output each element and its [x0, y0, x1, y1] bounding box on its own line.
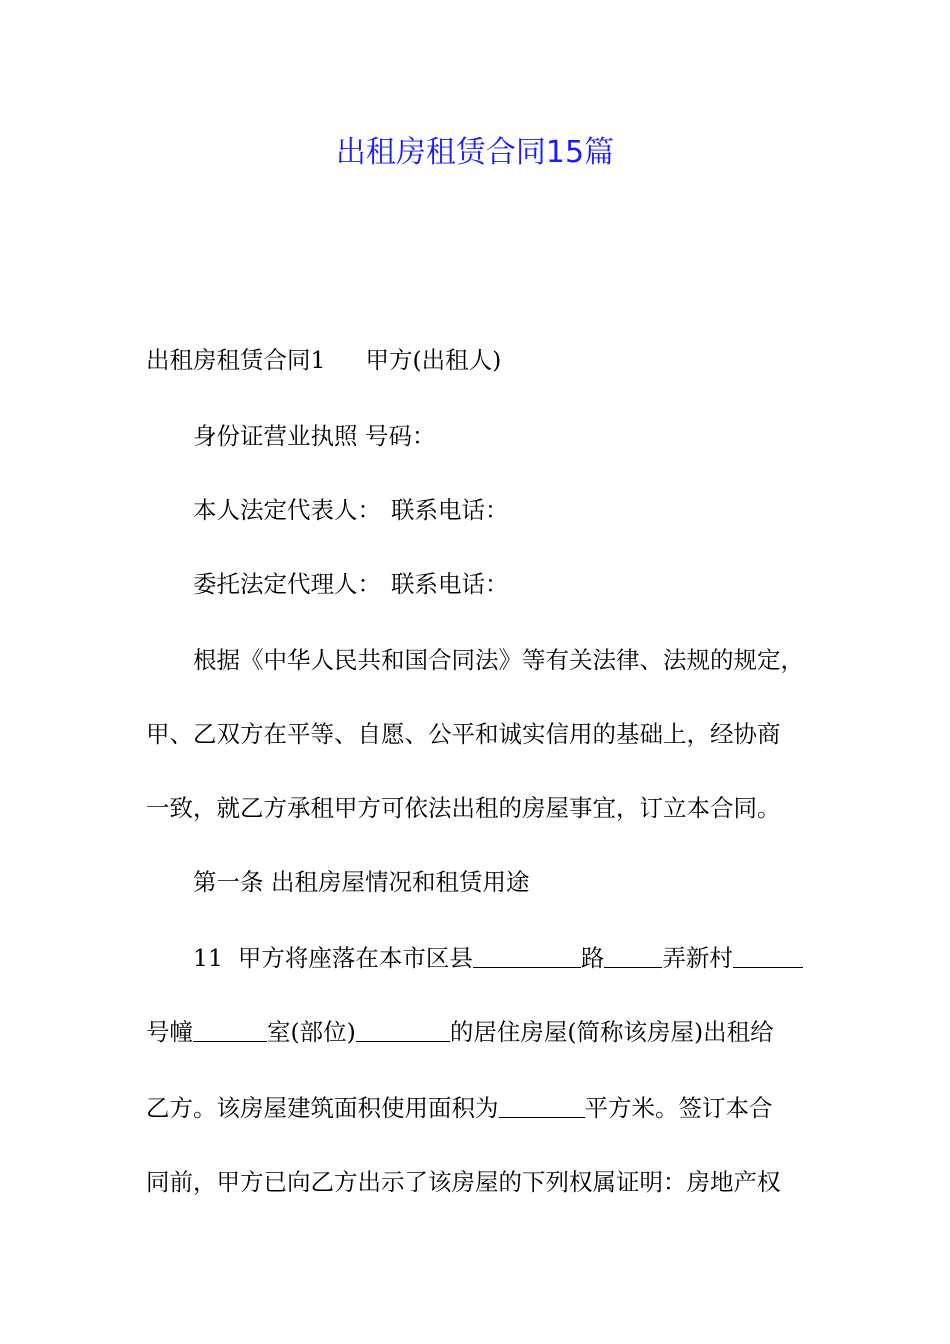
- contract-heading-line: [146, 342, 836, 378]
- agent-phone-label: 联系电话：: [391, 570, 509, 598]
- clause-11-line-3: 乙方。该房屋建筑面积使用面积为 平方米。签订本合: [146, 1094, 773, 1122]
- blank-lane: [733, 945, 803, 968]
- representative-line: [193, 492, 883, 528]
- party-a-label: 甲方(出租人): [365, 346, 502, 374]
- clause-number: 11: [193, 944, 223, 972]
- blank-building: [193, 1019, 267, 1042]
- blank-room: [356, 1019, 450, 1042]
- contract-heading: 出租房租赁合同1: [146, 346, 326, 374]
- article-1-heading: 第一条 出租房屋情况和租赁用途: [193, 868, 530, 896]
- agent-label: 委托法定代理人：: [193, 570, 381, 598]
- blank-district: [473, 945, 581, 968]
- paragraph-1-line-1: 根据《中华人民共和国合同法》等有关法律、法规的规定，: [193, 646, 804, 674]
- blank-road: [604, 945, 662, 968]
- agent-line: [193, 566, 883, 602]
- clause-11-line-2: 号幢 室(部位) 的居住房屋(简称该房屋)出租给: [146, 1018, 774, 1046]
- paragraph-1-line-2: 甲、乙双方在平等、自愿、公平和诚实信用的基础上，经协商: [146, 720, 781, 748]
- blank-area: [499, 1095, 585, 1118]
- clause-11-line-1: 11 甲方将座落在本市区县 路 弄新村: [193, 940, 883, 976]
- representative-phone-label: 联系电话：: [391, 496, 509, 524]
- representative-label: 本人法定代表人：: [193, 496, 381, 524]
- document-title: 出租房租赁合同15篇: [335, 135, 615, 170]
- id-line: 身份证营业执照 号码：: [193, 422, 436, 450]
- clause-11-line-4: 同前，甲方已向乙方出示了该房屋的下列权属证明：房地产权: [146, 1168, 781, 1196]
- paragraph-1-line-3: 一致，就乙方承租甲方可依法出租的房屋事宜，订立本合同。: [146, 794, 781, 822]
